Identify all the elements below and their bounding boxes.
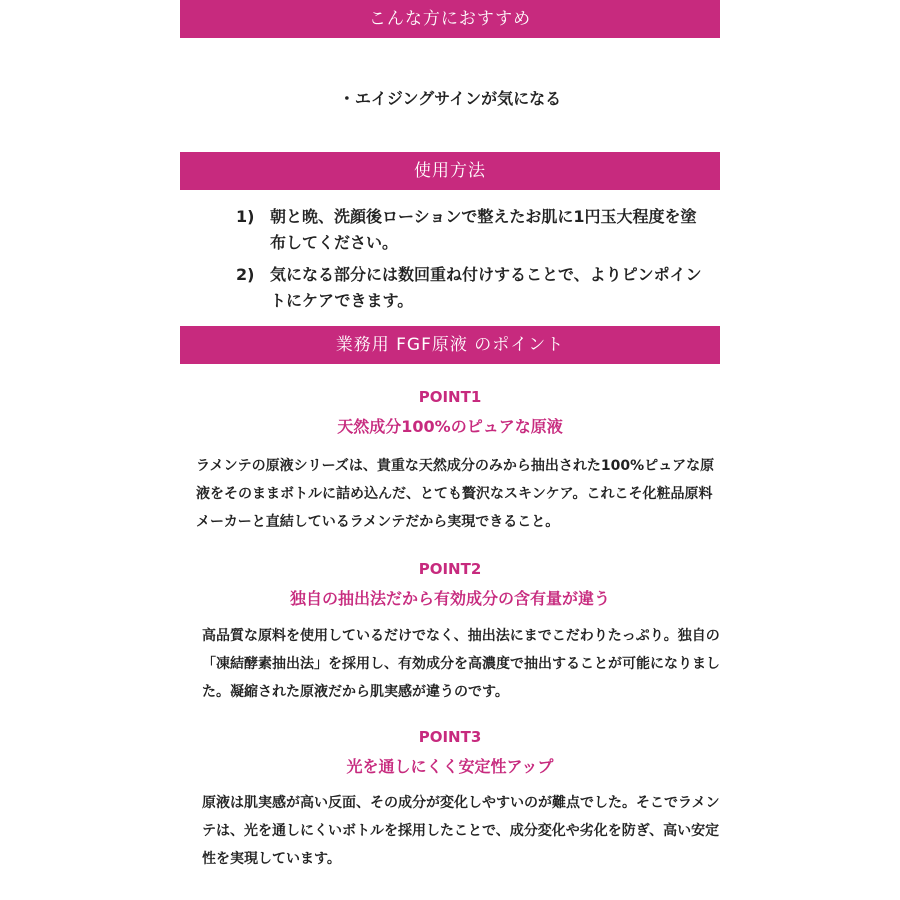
usage-step-number: 1) xyxy=(236,207,255,226)
usage-step-number: 2) xyxy=(236,265,255,284)
usage-step-text: 気になる部分には数回重ね付けすることで、よりピンポイントにケアできます。 xyxy=(270,265,702,310)
points-heading: 業務用 FGF原液 のポイント xyxy=(335,335,565,355)
recommend-item: ・エイジングサインが気になる xyxy=(338,89,562,108)
point-title: 独自の抽出法だから有効成分の含有量が違う xyxy=(289,589,610,608)
usage-step xyxy=(236,262,706,314)
usage-step-text: 朝と晩、洗顔後ローションで整えたお肌に1円玉大程度を塗布してください。 xyxy=(270,207,697,252)
usage-steps xyxy=(236,204,706,320)
point-label: POINT2 xyxy=(418,560,482,578)
points-heading-band xyxy=(180,326,720,364)
point-body: ラメンテの原液シリーズは、貴重な天然成分のみから抽出された100%ピュアな原液をそのままボトルに詰め込んだ、とても贅沢なスキンケア。これこそ化粧品原料メーカーと直結しているラメンテだから実現できること。 xyxy=(196,458,715,530)
point-title: 天然成分100%のピュアな原液 xyxy=(337,417,563,436)
usage-step xyxy=(236,204,706,256)
point-title: 光を通しにくく安定性アップ xyxy=(346,757,554,776)
usage-heading-band xyxy=(180,152,720,190)
point-body: 原液は肌実感が高い反面、その成分が変化しやすいのが難点でした。そこでラメンテは、光を通しにくいボトルを採用したことで、成分変化や劣化を防ぎ、高い安定性を実現しています。 xyxy=(202,795,720,867)
point-body: 高品質な原料を使用しているだけでなく、抽出法にまでこだわりたっぷり。独自の「凍結酵素抽出法」を採用し、有効成分を高濃度で抽出することが可能になりました。凝縮された原液だから肌実感が違うのです。 xyxy=(202,628,720,700)
recommend-heading: こんな方におすすめ xyxy=(368,9,532,29)
usage-heading: 使用方法 xyxy=(414,161,486,181)
point-label: POINT3 xyxy=(418,728,482,746)
point-label: POINT1 xyxy=(418,388,482,406)
recommend-heading-band xyxy=(180,0,720,38)
